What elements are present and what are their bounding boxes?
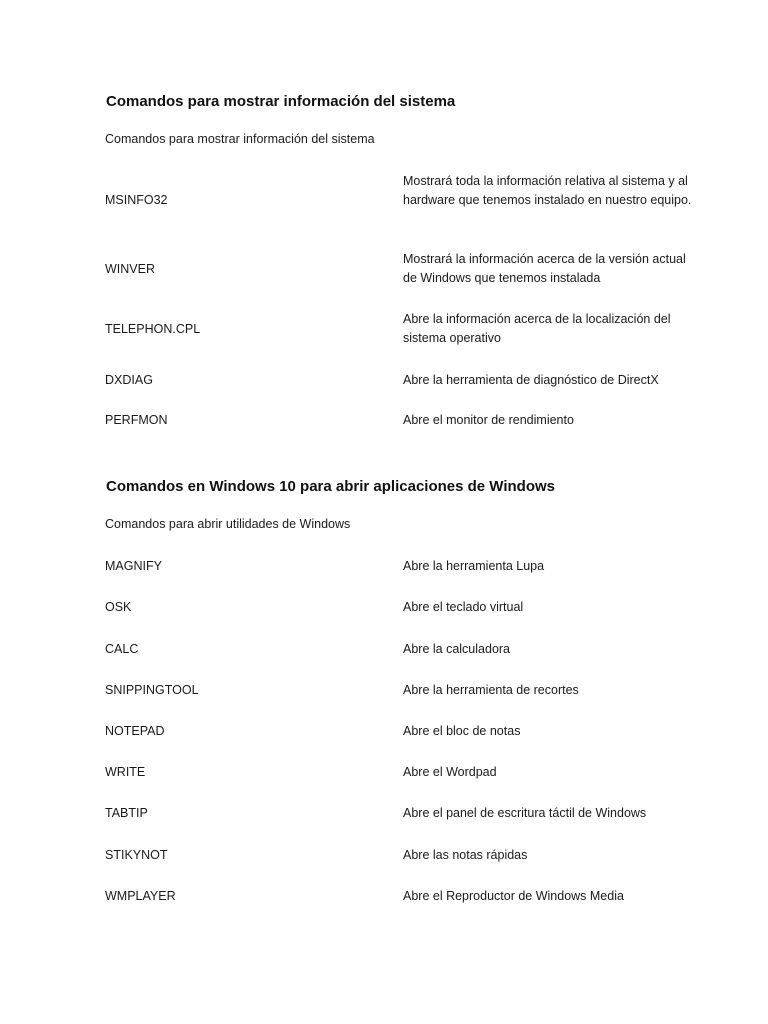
section-2-title: Comandos en Windows 10 para abrir aplicaciones de Windows [106, 478, 555, 495]
command-name: PERFMON [105, 413, 168, 427]
command-description: Mostrará la información acerca de la versión actual de Windows que tenemos instalada [403, 252, 686, 285]
command-description: Abre el bloc de notas [403, 724, 521, 738]
command-name: OSK [105, 600, 132, 614]
command-description: Abre la información acerca de la localización del sistema operativo [403, 312, 671, 345]
command-name: SNIPPINGTOOL [105, 683, 199, 697]
command-name: MAGNIFY [105, 559, 162, 573]
command-description: Abre el teclado virtual [403, 600, 524, 614]
command-description: Mostrará toda la información relativa al sistema y al hardware que tenemos instalado en nuestro equipo. [403, 174, 692, 207]
command-name: WINVER [105, 262, 155, 276]
section-2-subtitle: Comandos para abrir utilidades de Windows [105, 517, 351, 531]
section-1-subtitle: Comandos para mostrar información del sistema [105, 132, 375, 146]
command-description: Abre el panel de escritura táctil de Windows [403, 806, 647, 820]
command-name: WMPLAYER [105, 889, 176, 903]
command-name: TABTIP [105, 806, 148, 820]
command-description: Abre el monitor de rendimiento [403, 413, 574, 427]
section-1-title: Comandos para mostrar información del sistema [106, 93, 456, 110]
command-description: Abre la herramienta Lupa [403, 559, 545, 573]
command-name: STIKYNOT [105, 848, 168, 862]
command-name: MSINFO32 [105, 193, 168, 207]
command-description: Abre la herramienta de recortes [403, 683, 579, 697]
command-description: Abre el Reproductor de Windows Media [403, 889, 624, 903]
command-name: WRITE [105, 765, 146, 779]
command-description: Abre la herramienta de diagnóstico de DirectX [403, 373, 659, 387]
command-name: DXDIAG [105, 373, 153, 387]
command-description: Abre las notas rápidas [403, 848, 528, 862]
command-description: Abre el Wordpad [403, 765, 497, 779]
command-name: TELEPHON.CPL [105, 322, 201, 336]
command-name: NOTEPAD [105, 724, 165, 738]
command-name: CALC [105, 642, 139, 656]
command-description: Abre la calculadora [403, 642, 511, 656]
